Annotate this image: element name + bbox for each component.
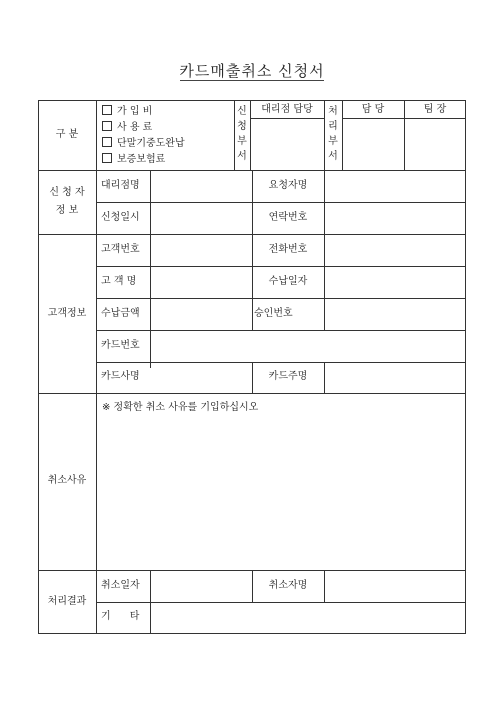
applicant-section-label: 정 보 — [55, 205, 79, 216]
col-line — [96, 100, 97, 633]
category-label: 구 분 — [55, 129, 79, 140]
canceller-name-label: 취소자명 — [268, 580, 308, 591]
agency-name-label: 대리점명 — [101, 180, 140, 191]
row-line — [96, 202, 466, 203]
customer-name-label: 고 객 명 — [101, 276, 137, 287]
checkbox[interactable] — [102, 121, 112, 131]
result-section-label: 처리결과 — [47, 596, 87, 607]
card-no-label: 카드번호 — [101, 340, 140, 351]
option-early-payoff[interactable] — [102, 137, 185, 150]
etc-label: 기 타 — [101, 611, 140, 622]
row-line — [96, 602, 466, 603]
checkbox[interactable] — [102, 137, 112, 147]
customer-section-label: 고객정보 — [47, 308, 87, 319]
option-label: 가 입 비 — [117, 106, 153, 117]
approval-header-line — [250, 118, 324, 119]
row-line — [96, 330, 466, 331]
row-line — [96, 362, 466, 363]
request-date-label: 신청일시 — [101, 212, 140, 223]
row-line — [96, 298, 466, 299]
customer-no-label: 고객번호 — [101, 244, 140, 255]
agent-label: 대리점 담당 — [261, 104, 313, 115]
applicant-dept-label: 신청부서 — [237, 106, 247, 162]
form-title: 카드매출취소 신청서 — [179, 62, 325, 80]
col-line — [150, 170, 151, 368]
col-line — [324, 170, 325, 330]
team-leader-label: 팀 장 — [423, 104, 447, 115]
checkbox[interactable] — [102, 105, 112, 115]
border-bottom — [38, 633, 466, 634]
title-underline — [180, 80, 324, 81]
card-holder-label: 카드주명 — [268, 371, 308, 382]
border-right — [465, 100, 466, 633]
cancel-request-form — [38, 100, 466, 633]
card-company-label: 카드사명 — [101, 371, 140, 382]
row-line — [96, 266, 466, 267]
requester-name-label: 요청자명 — [268, 180, 308, 191]
option-label: 보증보험료 — [117, 154, 166, 165]
contact-label: 연락번호 — [268, 212, 308, 223]
cancel-date-label: 취소일자 — [101, 580, 140, 591]
approval-no-label: 승인번호 — [254, 308, 293, 319]
process-dept-label: 처리부서 — [328, 106, 338, 162]
phone-no-label: 전화번호 — [268, 244, 308, 255]
col-line — [324, 362, 325, 393]
col-line — [324, 100, 325, 170]
option-usage-fee[interactable] — [102, 121, 152, 134]
reason-note: ※ 정확한 취소 사유를 기입하십시오 — [102, 402, 259, 413]
manager-label: 담 당 — [361, 104, 385, 115]
col-line — [150, 570, 151, 633]
option-guarantee-insurance[interactable] — [102, 153, 165, 166]
col-line — [324, 570, 325, 602]
payment-amount-label: 수납금액 — [101, 308, 140, 319]
applicant-section-label: 신 청 자 — [49, 187, 85, 198]
option-label: 사 용 료 — [117, 122, 153, 133]
border-top — [38, 100, 466, 101]
option-label: 단말기중도완납 — [117, 138, 185, 149]
border-left — [38, 100, 39, 633]
checkbox[interactable] — [102, 153, 112, 163]
payment-date-label: 수납일자 — [268, 276, 308, 287]
reason-section-label: 취소사유 — [47, 475, 87, 486]
row-line — [38, 393, 466, 394]
option-joining-fee[interactable] — [102, 105, 152, 118]
